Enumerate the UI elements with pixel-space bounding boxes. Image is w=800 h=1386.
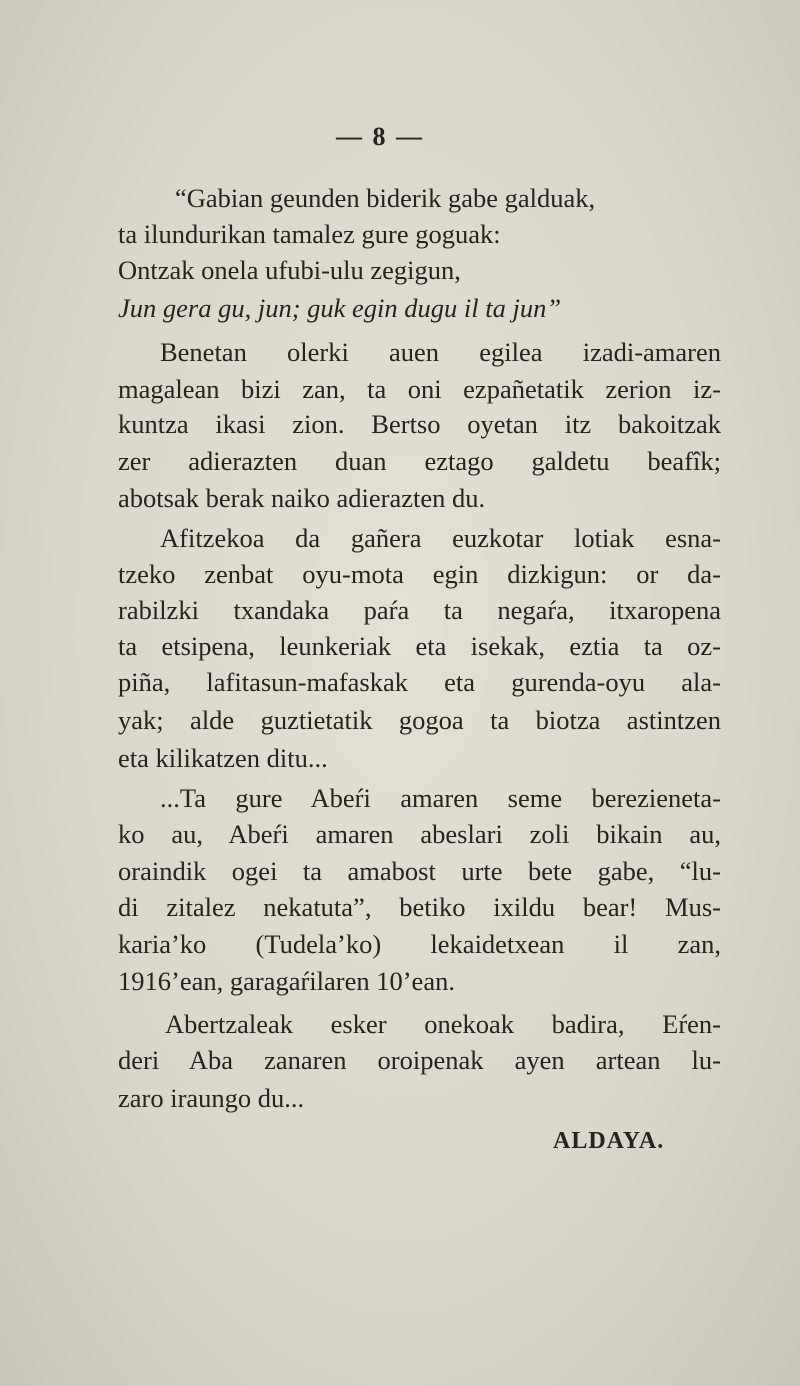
paragraph-line: piña, lafitasun-mafaskak eta gurenda-oyu ala- bbox=[118, 667, 721, 697]
poem-line: ta ilundurikan tamalez gure goguak: bbox=[118, 219, 501, 249]
paragraph-line: tzeko zenbat oyu-mota egin dizkigun: or da- bbox=[118, 559, 721, 589]
paragraph-line: abotsak berak naiko adierazten du. bbox=[118, 483, 486, 513]
paragraph-line: zaro iraungo du... bbox=[118, 1083, 305, 1113]
paragraph-line: ko au, Abeŕi amaren abeslari zoli bikain au, bbox=[118, 819, 721, 849]
paragraph-line: kuntza ikasi zion. Bertso oyetan itz bakoitzak bbox=[118, 409, 721, 439]
paragraph-line: Benetan olerki auen egilea izadi-amaren bbox=[160, 337, 721, 367]
paragraph-line: rabilzki txandaka paŕa ta negaŕa, itxaropena bbox=[118, 595, 721, 625]
poem-line: Jun gera gu, jun; guk egin dugu il ta jun” bbox=[118, 293, 562, 323]
paragraph-line: Abertzaleak esker onekoak badira, Eŕen- bbox=[165, 1009, 721, 1039]
paragraph-line: di zitalez nekatuta”, betiko ixildu bear! Mus- bbox=[118, 892, 721, 922]
paragraph-line: ta etsipena, leunkeriak eta isekak, eztia ta oz- bbox=[118, 631, 721, 661]
page-number: — 8 — bbox=[336, 122, 424, 151]
paragraph-line: 1916’ean, garagaŕilaren 10’ean. bbox=[118, 966, 455, 996]
paragraph-line: eta kilikatzen ditu... bbox=[118, 743, 328, 773]
paragraph-line: ...Ta gure Abeŕi amaren seme berezieneta- bbox=[160, 783, 721, 813]
paragraph-line: yak; alde guztietatik gogoa ta biotza astintzen bbox=[118, 705, 721, 735]
author-signature: ALDAYA. bbox=[553, 1128, 665, 1154]
paragraph-line: magalean bizi zan, ta oni ezpañetatik zerion iz- bbox=[118, 374, 721, 404]
paragraph-line: karia’ko (Tudela’ko) lekaidetxean il zan, bbox=[118, 929, 721, 959]
paragraph-line: Afitzekoa da gañera euzkotar lotiak esna- bbox=[160, 523, 721, 553]
poem-line: “Gabian geunden biderik gabe galduak, bbox=[175, 183, 596, 213]
paragraph-line: zer adierazten duan eztago galdetu beafîk; bbox=[118, 446, 721, 476]
poem-line: Ontzak onela ufubi-ulu zegigun, bbox=[118, 255, 461, 285]
paragraph-line: deri Aba zanaren oroipenak ayen artean lu- bbox=[118, 1045, 721, 1075]
paragraph-line: oraindik ogei ta amabost urte bete gabe, “lu- bbox=[118, 856, 721, 886]
